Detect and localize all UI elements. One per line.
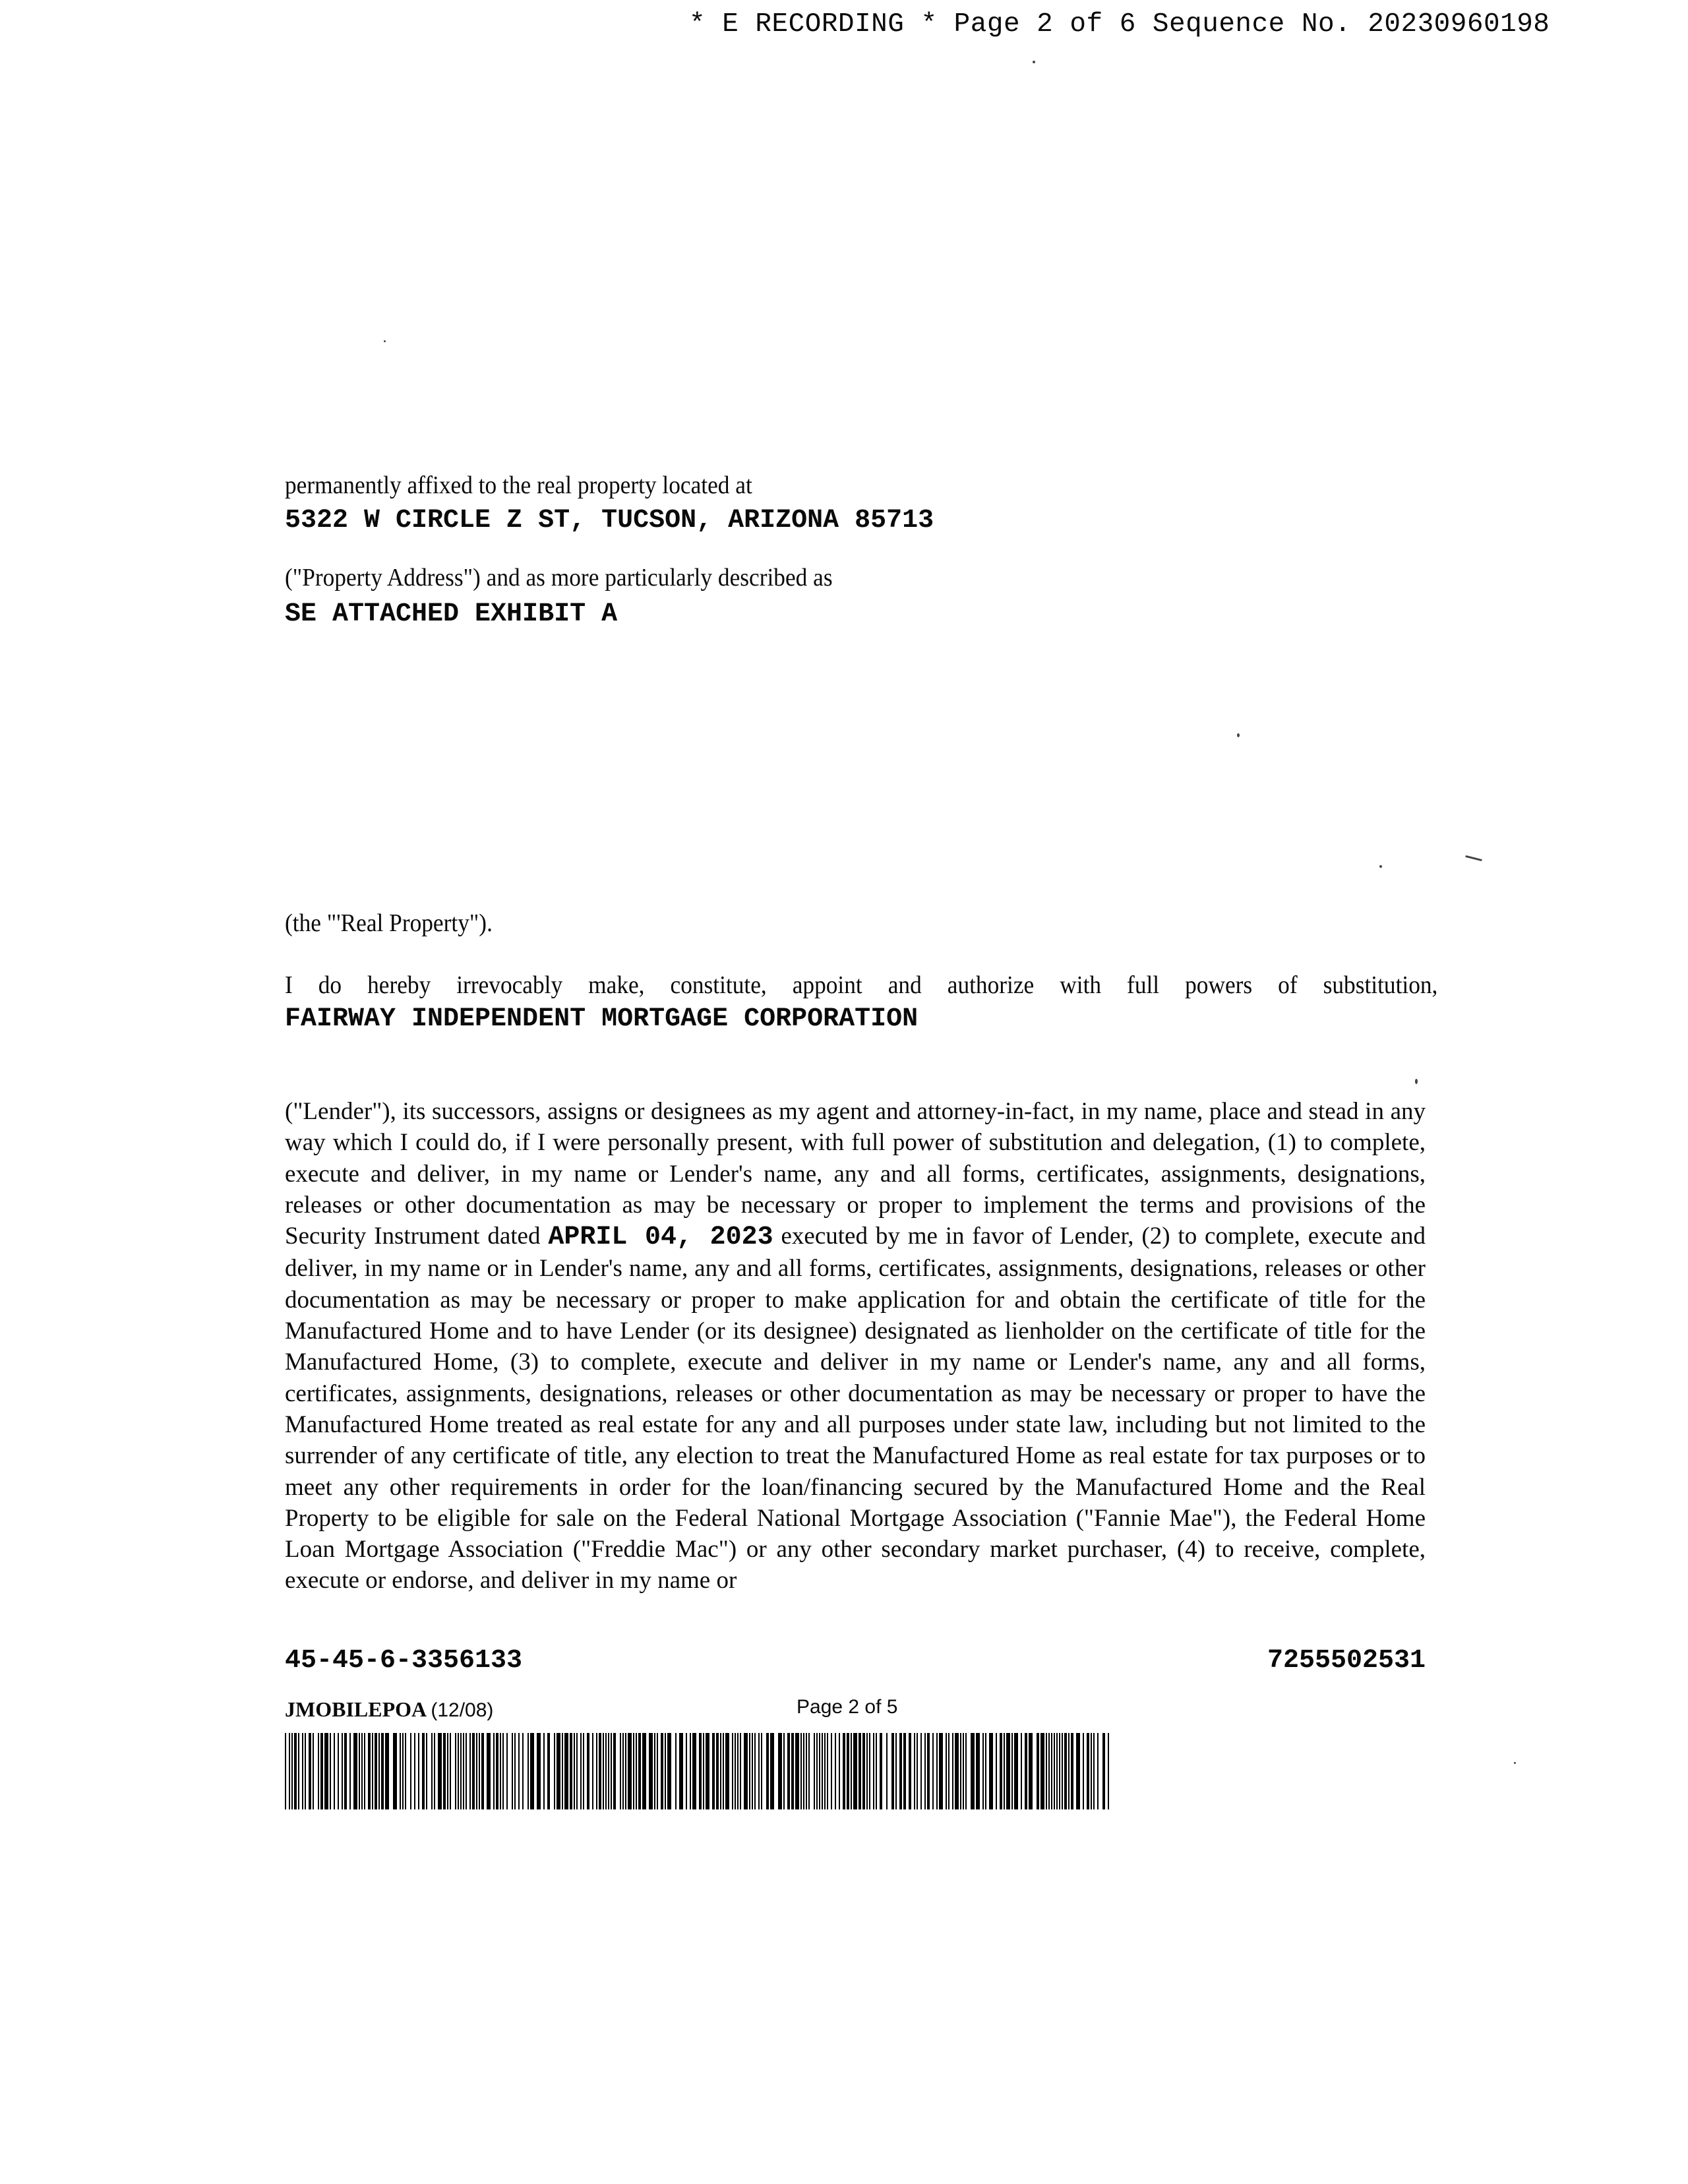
barcode-bar xyxy=(375,1733,377,1809)
legal-description: SE ATTACHED EXHIBIT A xyxy=(285,599,618,629)
barcode-bar xyxy=(583,1733,584,1809)
page-label: Page 2 of 5 xyxy=(797,1696,898,1718)
barcode-bar xyxy=(787,1733,790,1809)
barcode-bar xyxy=(963,1733,964,1809)
barcode-bar xyxy=(761,1733,762,1809)
barcode-bar xyxy=(920,1733,922,1809)
barcode-bar xyxy=(1093,1733,1095,1809)
barcode-bar xyxy=(493,1733,495,1809)
barcode-bar xyxy=(859,1733,861,1809)
barcode-bar xyxy=(472,1733,475,1809)
barcode-bar xyxy=(318,1733,319,1809)
barcode-bar xyxy=(692,1733,696,1809)
barcode-bar xyxy=(1087,1733,1089,1809)
barcode-bar xyxy=(400,1733,401,1809)
barcode-bar xyxy=(654,1733,655,1809)
barcode-bar xyxy=(633,1733,634,1809)
barcode-bar xyxy=(917,1733,918,1809)
barcode-bar xyxy=(418,1733,419,1809)
barcode-bar xyxy=(636,1733,637,1809)
barcode-bar xyxy=(434,1733,435,1809)
barcode-bar xyxy=(675,1733,677,1809)
barcode-bar xyxy=(500,1733,501,1809)
barcode-bar xyxy=(570,1733,572,1809)
barcode xyxy=(285,1733,1109,1809)
barcode-bar xyxy=(661,1733,663,1809)
barcode-bar xyxy=(522,1733,524,1809)
barcode-bar xyxy=(723,1733,724,1809)
barcode-bar xyxy=(932,1733,934,1809)
scan-speck xyxy=(1465,855,1482,861)
barcode-bar xyxy=(518,1733,520,1809)
barcode-bar xyxy=(496,1733,498,1809)
barcode-bar xyxy=(291,1733,293,1809)
barcode-bar xyxy=(831,1733,832,1809)
barcode-bar xyxy=(791,1733,794,1809)
barcode-bar xyxy=(359,1733,360,1809)
barcode-bar xyxy=(289,1733,290,1809)
barcode-bar xyxy=(1076,1733,1080,1809)
barcode-bar xyxy=(574,1733,575,1809)
barcode-bar xyxy=(625,1733,626,1809)
lender-name: FAIRWAY INDEPENDENT MORTGAGE CORPORATION xyxy=(285,1004,919,1034)
barcode-bar xyxy=(349,1733,351,1809)
barcode-bar xyxy=(438,1733,442,1809)
barcode-bar xyxy=(576,1733,578,1809)
barcode-bar xyxy=(361,1733,363,1809)
barcode-bar xyxy=(458,1733,459,1809)
body-before-date: ("Lender"), its successors, assigns or designees as my agent and attorney-in-fact, in my name, place and stead in any way which I could do, if I were personally present, with full power of substitution and delegation, (1) to complete, execute and deliver, in my name or Lender's name, any and all forms, certificates, assignments, designations, releases or other documentation as may be necessary or proper to implement the terms and provisions of the Security Instrument dated xyxy=(285,1098,1426,1250)
scan-speck xyxy=(1379,865,1382,868)
barcode-bar xyxy=(927,1733,930,1809)
barcode-bar xyxy=(608,1733,609,1809)
barcode-bar xyxy=(512,1733,513,1809)
barcode-bar xyxy=(1004,1733,1005,1809)
barcode-bar xyxy=(342,1733,343,1809)
barcode-bar xyxy=(965,1733,967,1809)
barcode-bar xyxy=(426,1733,427,1809)
barcode-bar xyxy=(638,1733,641,1809)
barcode-bar xyxy=(808,1733,810,1809)
barcode-bar xyxy=(1014,1733,1018,1809)
barcode-bar xyxy=(1040,1733,1044,1809)
barcode-bar xyxy=(955,1733,959,1809)
barcode-bar xyxy=(862,1733,865,1809)
barcode-bar xyxy=(989,1733,993,1809)
barcode-bar xyxy=(338,1733,339,1809)
barcode-bar xyxy=(305,1733,306,1809)
barcode-bar xyxy=(1108,1733,1109,1809)
barcode-bar xyxy=(1021,1733,1022,1809)
barcode-bar xyxy=(564,1733,568,1809)
barcode-bar xyxy=(605,1733,607,1809)
barcode-bar xyxy=(431,1733,433,1809)
property-address: 5322 W CIRCLE Z ST, TUCSON, ARIZONA 85713 xyxy=(285,506,934,535)
barcode-bar xyxy=(320,1733,323,1809)
barcode-bar xyxy=(596,1733,597,1809)
barcode-bar xyxy=(914,1733,915,1809)
barcode-bar xyxy=(547,1733,550,1809)
barcode-bar xyxy=(285,1733,286,1809)
barcode-bar xyxy=(528,1733,529,1809)
barcode-bar xyxy=(735,1733,736,1809)
barcode-bar xyxy=(1071,1733,1073,1809)
barcode-bar xyxy=(1037,1733,1039,1809)
real-property-label: (the "'Real Property"). xyxy=(285,909,493,937)
barcode-bar xyxy=(752,1733,753,1809)
barcode-bar xyxy=(324,1733,328,1809)
barcode-bar xyxy=(1006,1733,1010,1809)
barcode-bar xyxy=(506,1733,508,1809)
barcode-bar xyxy=(795,1733,799,1809)
barcode-bar xyxy=(843,1733,845,1809)
barcode-bar xyxy=(481,1733,484,1809)
barcode-bar xyxy=(686,1733,687,1809)
barcode-bar xyxy=(1000,1733,1002,1809)
barcode-bar xyxy=(903,1733,906,1809)
barcode-bar xyxy=(537,1733,541,1809)
barcode-bar xyxy=(1062,1733,1063,1809)
barcode-bar xyxy=(952,1733,953,1809)
barcode-bar xyxy=(455,1733,456,1809)
barcode-bar xyxy=(982,1733,984,1809)
barcode-bar xyxy=(891,1733,894,1809)
barcode-bar xyxy=(703,1733,704,1809)
barcode-bar xyxy=(334,1733,335,1809)
barcode-bar xyxy=(642,1733,646,1809)
barcode-bar xyxy=(422,1733,425,1809)
barcode-bar xyxy=(463,1733,464,1809)
barcode-bar xyxy=(886,1733,888,1809)
barcode-bar xyxy=(368,1733,371,1809)
barcode-bar xyxy=(835,1733,836,1809)
property-intro: permanently affixed to the real property located at xyxy=(285,471,752,499)
security-instrument-date: APRIL 04, 2023 xyxy=(548,1223,773,1253)
barcode-bar xyxy=(899,1733,902,1809)
scan-speck xyxy=(1514,1762,1516,1764)
barcode-bar xyxy=(895,1733,897,1809)
barcode-bar xyxy=(294,1733,297,1809)
barcode-bar xyxy=(372,1733,373,1809)
barcode-bar xyxy=(502,1733,504,1809)
barcode-bar xyxy=(450,1733,451,1809)
barcode-bar xyxy=(378,1733,380,1809)
barcode-bar xyxy=(839,1733,840,1809)
barcode-bar xyxy=(876,1733,877,1809)
barcode-bar xyxy=(770,1733,774,1809)
barcode-bar xyxy=(657,1733,658,1809)
scan-speck xyxy=(1237,733,1240,737)
barcode-bar xyxy=(1056,1733,1058,1809)
barcode-bar xyxy=(603,1733,604,1809)
barcode-bar xyxy=(476,1733,477,1809)
barcode-bar xyxy=(948,1733,950,1809)
barcode-bar xyxy=(866,1733,868,1809)
barcode-bar xyxy=(803,1733,804,1809)
barcode-bar xyxy=(822,1733,823,1809)
barcode-bar xyxy=(611,1733,612,1809)
barcode-bar xyxy=(298,1733,299,1809)
barcode-bar xyxy=(744,1733,748,1809)
barcode-bar xyxy=(1025,1733,1027,1809)
barcode-bar xyxy=(487,1733,491,1809)
barcode-bar xyxy=(716,1733,719,1809)
barcode-bar xyxy=(749,1733,750,1809)
barcode-bar xyxy=(924,1733,926,1809)
barcode-bar xyxy=(587,1733,589,1809)
barcode-bar xyxy=(580,1733,582,1809)
barcode-bar xyxy=(732,1733,733,1809)
barcode-bar xyxy=(985,1733,986,1809)
barcode-bar xyxy=(479,1733,480,1809)
barcode-bar xyxy=(679,1733,683,1809)
barcode-bar xyxy=(996,1733,997,1809)
barcode-bar xyxy=(1068,1733,1070,1809)
barcode-bar xyxy=(971,1733,975,1809)
property-description-intro: ("Property Address") and as more particularly described as xyxy=(285,564,833,592)
barcode-bar xyxy=(599,1733,601,1809)
form-code-label: JMOBILEPOA xyxy=(285,1697,426,1721)
form-date: (12/08) xyxy=(431,1699,494,1721)
barcode-bar xyxy=(766,1733,769,1809)
barcode-bar xyxy=(1054,1733,1055,1809)
case-number: 45-45-6-3356133 xyxy=(285,1646,523,1676)
barcode-bar xyxy=(1064,1733,1067,1809)
barcode-bar xyxy=(754,1733,756,1809)
barcode-bar xyxy=(851,1733,852,1809)
barcode-bar xyxy=(909,1733,911,1809)
barcode-bar xyxy=(706,1733,709,1809)
barcode-bar xyxy=(302,1733,303,1809)
barcode-bar xyxy=(385,1733,389,1809)
barcode-bar xyxy=(824,1733,826,1809)
barcode-bar xyxy=(690,1733,691,1809)
body-after-date: executed by me in favor of Lender, (2) to complete, execute and deliver, in my name or in Lender's name, any and all forms, certificates, assignments, designations, releases or other documentation as may be necessary or proper to make application for and obtain the certificate of title for the Manufactured Home and to have Lender (or its designee) designated as lienholder on the certificate of title for the Manufactured Home, (3) to complete, execute and deliver in my name or Lender's name, any and all forms, certificates, assignments, designations, releases or other documentation as may be necessary or proper to have the Manufactured Home treated as real estate for any and all purposes under state law, including but not limited to the surrender of any certificate of title, any election to treat the Manufactured Home as real estate for tax purposes or to meet any other requirements in order for the loan/financing secured by the Manufactured Home and the Real Property to be eligible for sale on the Federal National Mortgage Association ("Fannie Mae"), the Federal Home Loan Mortgage Association ("Freddie Mac") or any other secondary market purchaser, (4) to receive, complete, execute or endorse, and deliver in my name or xyxy=(285,1223,1426,1594)
barcode-bar xyxy=(649,1733,653,1809)
barcode-bar xyxy=(381,1733,384,1809)
barcode-bar xyxy=(460,1733,462,1809)
barcode-bar xyxy=(466,1733,467,1809)
barcode-bar xyxy=(1083,1733,1084,1809)
barcode-bar xyxy=(469,1733,471,1809)
barcode-bar xyxy=(827,1733,828,1809)
barcode-bar xyxy=(806,1733,807,1809)
barcode-bar xyxy=(946,1733,947,1809)
barcode-bar xyxy=(737,1733,738,1809)
barcode-bar xyxy=(725,1733,729,1809)
scan-speck xyxy=(384,340,386,342)
barcode-bar xyxy=(1011,1733,1013,1809)
barcode-bar xyxy=(936,1733,938,1809)
barcode-bar xyxy=(816,1733,818,1809)
scan-speck xyxy=(1033,61,1035,63)
barcode-bar xyxy=(853,1733,857,1809)
barcode-bar xyxy=(402,1733,404,1809)
barcode-bar xyxy=(592,1733,593,1809)
barcode-bar xyxy=(309,1733,311,1809)
barcode-bar xyxy=(562,1733,563,1809)
barcode-bar xyxy=(960,1733,961,1809)
barcode-bar xyxy=(740,1733,741,1809)
barcode-bar xyxy=(800,1733,802,1809)
barcode-bar xyxy=(1048,1733,1050,1809)
barcode-bar xyxy=(410,1733,411,1809)
barcode-bar xyxy=(405,1733,406,1809)
barcode-bar xyxy=(530,1733,534,1809)
loan-number: 7255502531 xyxy=(1267,1646,1426,1676)
scan-speck xyxy=(1415,1079,1418,1084)
barcode-bar xyxy=(758,1733,760,1809)
barcode-bar xyxy=(414,1733,415,1809)
barcode-bar xyxy=(1059,1733,1060,1809)
barcode-bar xyxy=(720,1733,721,1809)
barcode-bar xyxy=(976,1733,980,1809)
barcode-bar xyxy=(514,1733,516,1809)
barcode-bar xyxy=(712,1733,715,1809)
barcode-bar xyxy=(543,1733,545,1809)
barcode-bar xyxy=(1097,1733,1099,1809)
barcode-bar xyxy=(447,1733,448,1809)
barcode-bar xyxy=(353,1733,357,1809)
barcode-bar xyxy=(1091,1733,1092,1809)
barcode-bar xyxy=(622,1733,624,1809)
barcode-bar xyxy=(814,1733,815,1809)
appointment-statement: I do hereby irrevocably make, constitute, appoint and authorize with full powers of substitution, xyxy=(285,971,1438,999)
barcode-bar xyxy=(613,1733,616,1809)
barcode-bar xyxy=(783,1733,785,1809)
barcode-bar xyxy=(1102,1733,1105,1809)
barcode-bar xyxy=(364,1733,365,1809)
barcode-bar xyxy=(939,1733,943,1809)
barcode-bar xyxy=(330,1733,331,1809)
barcode-bar xyxy=(1029,1733,1033,1809)
barcode-bar xyxy=(1046,1733,1047,1809)
barcode-bar xyxy=(778,1733,782,1809)
barcode-bar xyxy=(620,1733,621,1809)
barcode-bar xyxy=(313,1733,314,1809)
barcode-bar xyxy=(393,1733,397,1809)
barcode-bar xyxy=(873,1733,874,1809)
barcode-bar xyxy=(880,1733,882,1809)
barcode-bar xyxy=(665,1733,666,1809)
barcode-bar xyxy=(869,1733,870,1809)
form-code xyxy=(285,1697,493,1722)
barcode-bar xyxy=(554,1733,555,1809)
recording-header: * E RECORDING * Page 2 of 6 Sequence No. 20230960198 xyxy=(689,9,1550,40)
barcode-bar xyxy=(443,1733,446,1809)
barcode-bar xyxy=(847,1733,849,1809)
barcode-bar xyxy=(667,1733,671,1809)
power-of-attorney-body xyxy=(285,1096,1426,1596)
barcode-bar xyxy=(819,1733,820,1809)
barcode-bar xyxy=(344,1733,347,1809)
barcode-bar xyxy=(628,1733,632,1809)
barcode-bar xyxy=(699,1733,702,1809)
barcode-bar xyxy=(1051,1733,1052,1809)
barcode-bar xyxy=(557,1733,560,1809)
